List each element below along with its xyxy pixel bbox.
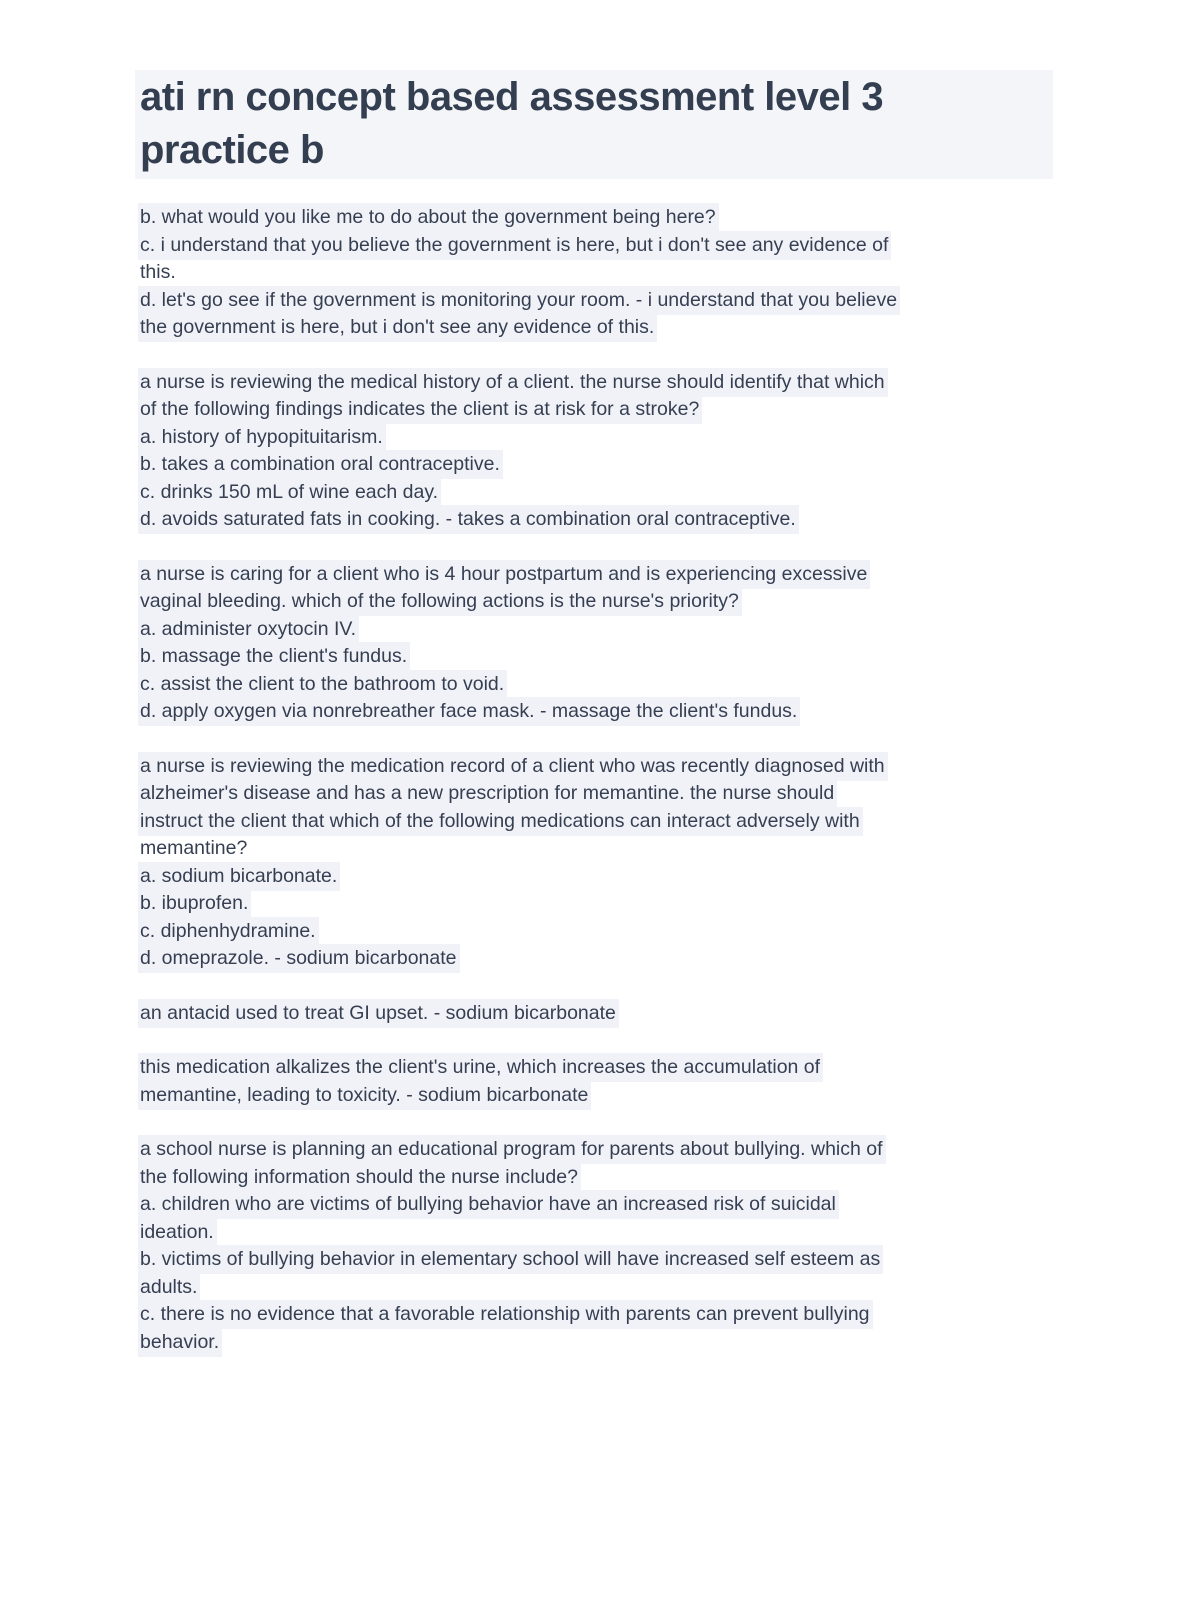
paragraph [140,369,1052,534]
text-line [140,1000,1052,1028]
page-title-line-1: ati rn concept based assessment level 3 [140,75,884,119]
highlighted-text: d. apply oxygen via nonrebreather face mask. - massage the client's fundus. [138,697,800,726]
page-title-line-2: practice b [140,128,324,172]
text-line [140,1219,1052,1247]
text-line [140,396,1052,424]
text-line [140,1191,1052,1219]
document-page [0,70,1190,1356]
text-line [140,314,1052,342]
document-content [140,204,1052,1356]
highlighted-text: a nurse is reviewing the medical history of a client. the nurse should identify that which [138,368,888,397]
paragraph [140,204,1052,342]
page-title [135,70,1053,179]
text-line [140,287,1052,315]
highlighted-text: b. victims of bullying behavior in elementary school will have increased self esteem as [138,1245,883,1274]
highlighted-text: b. massage the client's fundus. [138,642,410,671]
highlighted-text: the government is here, but i don't see any evidence of this. [138,313,657,342]
text-line [140,1301,1052,1329]
text-line [140,479,1052,507]
text-line [140,561,1052,589]
paragraph [140,1136,1052,1356]
highlighted-text: c. drinks 150 mL of wine each day. [138,478,441,507]
text-line [140,1329,1052,1357]
highlighted-text: c. i understand that you believe the government is here, but i don't see any evidence of [138,231,891,260]
highlighted-text: a. children who are victims of bullying behavior have an increased risk of suicidal [138,1190,839,1219]
highlighted-text: a. sodium bicarbonate. [138,862,340,891]
highlighted-text: d. avoids saturated fats in cooking. - takes a combination oral contraceptive. [138,505,799,534]
highlighted-text: c. diphenhydramine. [138,917,319,946]
highlighted-text: a school nurse is planning an educational program for parents about bullying. which of [138,1135,886,1164]
highlighted-text: c. there is no evidence that a favorable relationship with parents can prevent bullying [138,1300,873,1329]
paragraph [140,561,1052,726]
text-line [140,259,1052,287]
text-line [140,1246,1052,1274]
highlighted-text: behavior. [138,1328,222,1357]
highlighted-text: b. ibuprofen. [138,889,251,918]
text-line [140,780,1052,808]
highlighted-text: ideation. [138,1218,217,1247]
highlighted-text: a nurse is reviewing the medication record of a client who was recently diagnosed with [138,752,888,781]
text-line [140,1082,1052,1110]
text-line [140,1054,1052,1082]
highlighted-text: b. what would you like me to do about the government being here? [138,203,719,232]
text-line [140,945,1052,973]
highlighted-text: of the following findings indicates the client is at risk for a stroke? [138,395,702,424]
text-line [140,1274,1052,1302]
text-line [140,671,1052,699]
highlighted-text: a. administer oxytocin IV. [138,615,359,644]
plain-text: this. [140,261,176,283]
highlighted-text: an antacid used to treat GI upset. - sodium bicarbonate [138,999,619,1028]
highlighted-text: c. assist the client to the bathroom to void. [138,670,507,699]
highlighted-text: vaginal bleeding. which of the following actions is the nurse's priority? [138,587,742,616]
text-line [140,753,1052,781]
text-line [140,451,1052,479]
paragraph [140,753,1052,973]
highlighted-text: alzheimer's disease and has a new prescription for memantine. the nurse should [138,779,837,808]
text-line [140,232,1052,260]
text-line [140,835,1052,863]
highlighted-text: b. takes a combination oral contraceptive. [138,450,503,479]
text-line [140,918,1052,946]
highlighted-text: instruct the client that which of the following medications can interact adversely with [138,807,863,836]
text-line [140,204,1052,232]
highlighted-text: adults. [138,1273,200,1302]
highlighted-text: the following information should the nurse include? [138,1163,581,1192]
text-line [140,1136,1052,1164]
text-line [140,1164,1052,1192]
highlighted-text: a. history of hypopituitarism. [138,423,386,452]
paragraph [140,1000,1052,1028]
highlighted-text: d. let's go see if the government is monitoring your room. - i understand that you believe [138,286,900,315]
text-line [140,616,1052,644]
text-line [140,890,1052,918]
text-line [140,588,1052,616]
text-line [140,424,1052,452]
text-line [140,863,1052,891]
text-line [140,506,1052,534]
highlighted-text: a nurse is caring for a client who is 4 hour postpartum and is experiencing excessive [138,560,870,589]
text-line [140,808,1052,836]
text-line [140,698,1052,726]
highlighted-text: d. omeprazole. - sodium bicarbonate [138,944,460,973]
plain-text: memantine? [140,837,248,859]
paragraph [140,1054,1052,1109]
highlighted-text: this medication alkalizes the client's urine, which increases the accumulation of [138,1053,823,1082]
highlighted-text: memantine, leading to toxicity. - sodium bicarbonate [138,1081,591,1110]
text-line [140,369,1052,397]
text-line [140,643,1052,671]
